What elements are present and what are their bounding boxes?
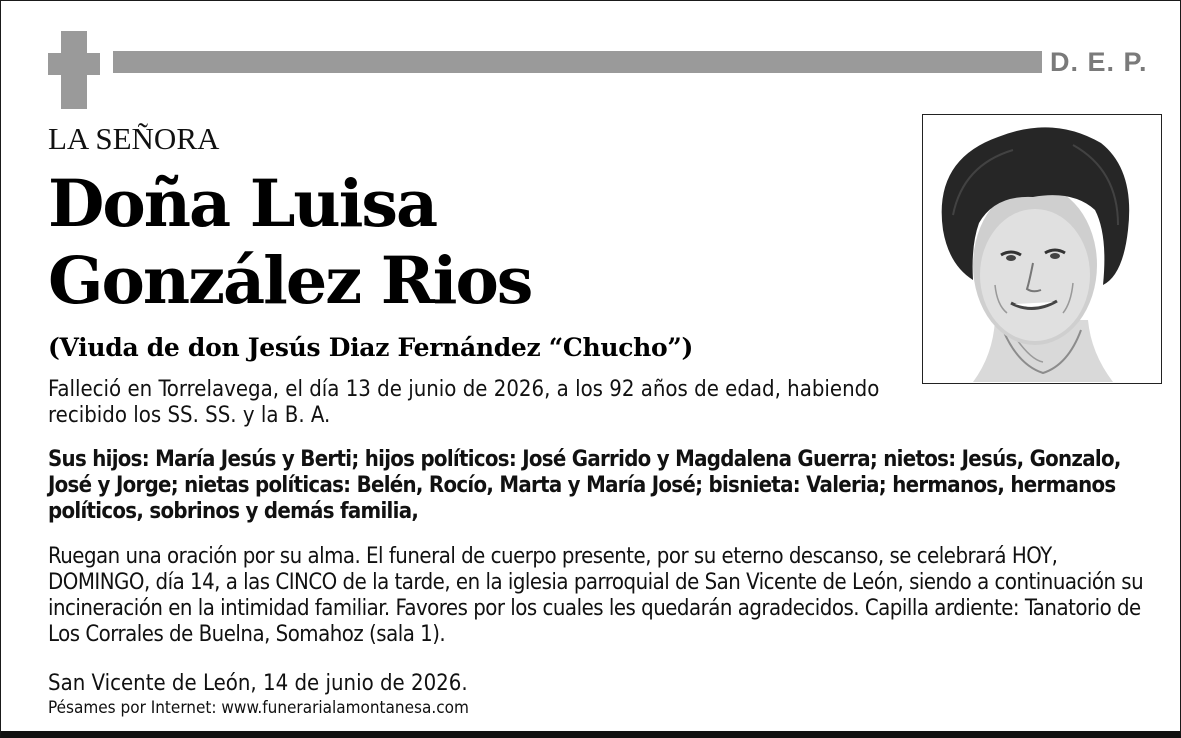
header-rule	[113, 51, 1042, 73]
deceased-photo	[922, 114, 1162, 384]
deceased-name-line-2: González Rios	[48, 243, 532, 319]
place-and-date: San Vicente de León, 14 de junio de 2026.	[48, 671, 468, 696]
deceased-name-line-1: Doña Luisa	[48, 166, 437, 242]
widow-of-line: (Viuda de don Jesús Diaz Fernández “Chucho”)	[48, 333, 694, 362]
honorific-title: LA SEÑORA	[48, 121, 220, 156]
death-notice: Falleció en Torrelavega, el día 13 de junio de 2026, a los 92 años de edad, habiendo recibido los SS. SS. y la B. A.	[48, 377, 880, 428]
family-list: Sus hijos: María Jesús y Berti; hijos políticos: José Garrido y Magdalena Guerra; nietos: Jesús, Gonzalo, José y Jorge; nietas políticas: Belén, Rocío, Marta y María José; bisnieta: Valeria; hermanos, hermanos políticos, sobrinos y demás familia,	[48, 447, 1121, 524]
condolences-web: Pésames por Internet: www.funerarialamontanesa.com	[48, 698, 469, 718]
funeral-details: Ruegan una oración por su alma. El funeral de cuerpo presente, por su eterno descanso, se celebrará HOY, DOMINGO, día 14, a las CINCO de la tarde, en la iglesia parroquial de San Vicente de León, siendo a continuación su incineración en la intimidad familiar. Favores por los cuales les quedarán agradecidos. Capilla ardiente: Tanatorio de Los Corrales de Buelna, Somahoz (sala 1).	[48, 544, 1144, 647]
dep-label: D. E. P.	[1050, 47, 1148, 77]
deceased-name	[48, 166, 531, 320]
